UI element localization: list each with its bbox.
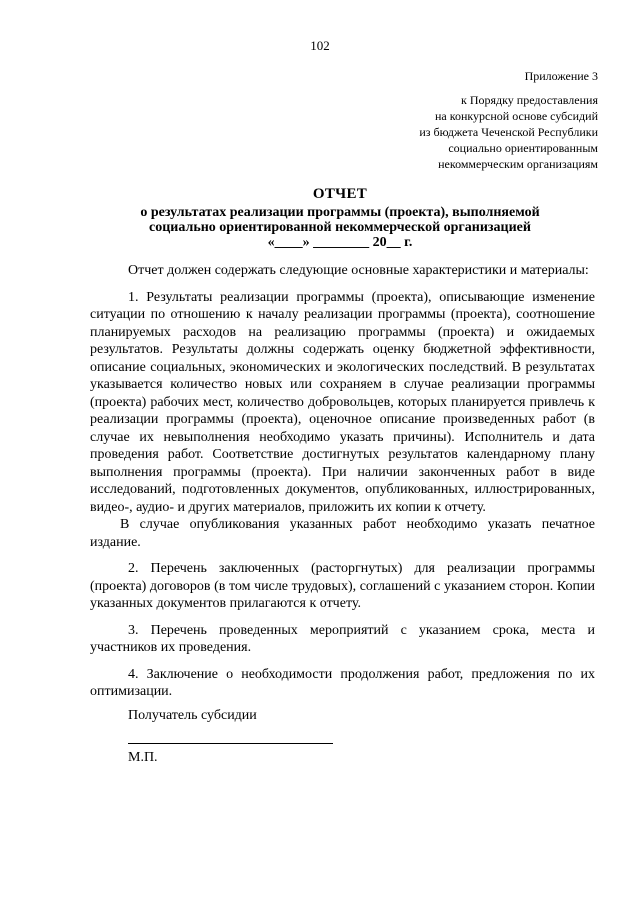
report-title: ОТЧЕТ <box>312 186 368 202</box>
appendix-title: Приложение 3 <box>524 69 598 83</box>
page-number: 102 <box>310 38 330 53</box>
report-date-line: «____» ________ 20__ г. <box>267 235 413 250</box>
item-1-paragraph: 1. Результаты реализации программы (проекта), описывающие изменение ситуации по отношению к началу реализации программы (проекта), соотношение планируемых расходов на реализацию программы (проекта) и ожидаемых результатов. Результаты должны содержать оценку бюджетной эффективности, описание социальных, экономических и экологических последствий. В результатах указывается количество новых или сохраняем в случае реализации программы (проекта) рабочих мест, количество добровольцев, которых планируется привлечь к реализации программы (проекта), оценочное описание произведенных работ (в случае их невыполнения необходимо указать причины). Исполнитель и дата проведения работ. Соответствие достигнутых результатов календарному плану выполнения программы (проекта). При наличии законченных работ в виде исследований, подготовленных документов, опубликованных, иллюстрированных, видео-, аудио- и других материалов, приложить их копии к отчету. <box>90 289 595 515</box>
appendix-block <box>419 68 598 172</box>
item-1-note-paragraph: В случае опубликования указанных работ необходимо указать печатное издание. <box>90 517 595 550</box>
appendix-line: социально ориентированным <box>448 141 598 155</box>
report-body <box>90 262 595 701</box>
report-subtitle-line: о результатах реализации программы (проекта), выполняемой <box>140 205 540 220</box>
appendix-line: к Порядку предоставления <box>460 93 598 107</box>
appendix-line: некоммерческим организациям <box>438 157 598 171</box>
recipient-label: Получатель субсидии <box>128 708 257 723</box>
item-4-paragraph: 4. Заключение о необходимости продолжения работ, предложения по их оптимизации. <box>90 666 595 699</box>
report-heading <box>90 186 590 250</box>
signature-line <box>128 743 333 744</box>
appendix-line: на конкурсной основе субсидий <box>434 109 598 123</box>
appendix-line: из бюджета Чеченской Республики <box>419 125 598 139</box>
item-3-paragraph: 3. Перечень проведенных мероприятий с указанием срока, места и участников их проведения. <box>90 622 595 655</box>
item-2-paragraph: 2. Перечень заключенных (расторгнутых) для реализации программы (проекта) договоров (в том числе трудовых), соглашений с указанием сторон. Копии указанных документов прилагаются к отчету. <box>90 561 595 611</box>
report-subtitle-line: социально ориентированной некоммерческой организацией <box>149 220 531 235</box>
intro-paragraph: Отчет должен содержать следующие основные характеристики и материалы: <box>128 263 589 278</box>
stamp-label: М.П. <box>128 750 158 765</box>
